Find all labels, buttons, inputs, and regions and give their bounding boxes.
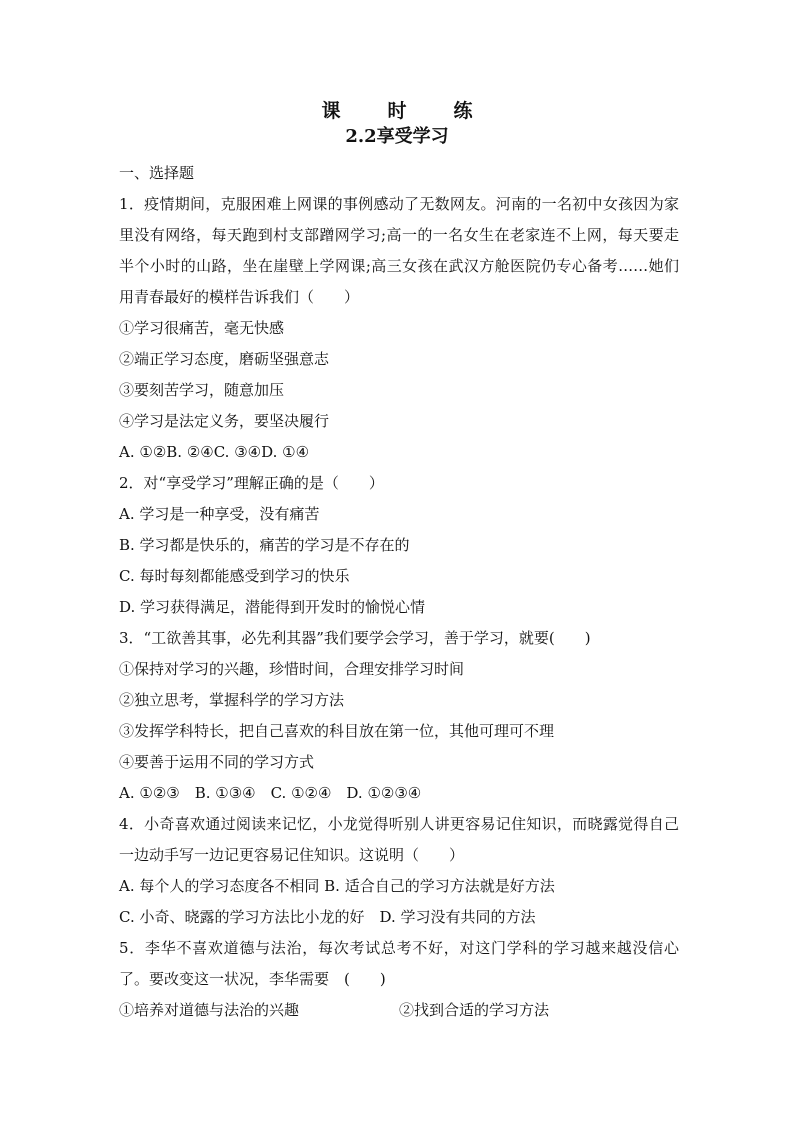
page-title: 课 时 练 [321,100,487,122]
question-2-option: D. 学习获得满足，潜能得到开发时的愉悦心情 [119,598,426,616]
question-2-stem: 2．对“享受学习”理解正确的是（ ） [119,474,384,492]
question-1-item: ④学习是法定义务，要坚决履行 [119,412,330,430]
question-3-stem: 3．“工欲善其事，必先利其器”我们要学会学习，善于学习，就要( ) [119,629,591,647]
question-2-option: A. 学习是一种享受，没有痛苦 [119,505,320,523]
question-5-item: ②找到合适的学习方法 [399,1001,550,1019]
question-3-item: ①保持对学习的兴趣，珍惜时间，合理安排学习时间 [119,660,465,678]
question-1-item: ②端正学习态度，磨砺坚强意志 [119,350,330,368]
question-4-option: A. 每个人的学习态度各不相同 B. 适合自己的学习方法就是好方法 [119,877,555,895]
question-1-stem: 1．疫情期间，克服困难上网课的事例感动了无数网友。河南的一名初中女孩因为家里没有网络，每天跑到村支部蹭网学习;高一的一名女生在老家连不上网，每天要走半个小时的山路，坐在崖壁上学网课;高三女孩在武汉方舱医院仍专心备考……她们用青春最好的模样告诉我们（ ） [119,195,679,306]
section-heading: 一、选择题 [119,164,195,182]
question-3-options: A. ①②③ B. ①③④ C. ①②④ D. ①②③④ [119,784,422,802]
question-3-item: ②独立思考，掌握科学的学习方法 [119,691,345,709]
question-5-items [119,995,679,1026]
question-1-item: ①学习很痛苦，毫无快感 [119,319,285,337]
question-1-options: A. ①②B. ②④C. ③④D. ①④ [119,443,310,461]
question-5-item: ①培养对道德与法治的兴趣 [119,1001,300,1019]
question-4-stem: 4．小奇喜欢通过阅读来记忆，小龙觉得听别人讲更容易记住知识，而晓露觉得自己一边动手写一边记更容易记住知识。这说明（ ） [119,815,679,864]
question-content [119,158,679,1026]
question-3-item: ③发挥学科特长，把自己喜欢的科目放在第一位，其他可理可不理 [119,722,555,740]
question-4-option: C. 小奇、晓露的学习方法比小龙的好 D. 学习没有共同的方法 [119,908,536,926]
lesson-subtitle: 2.2享受学习 [345,126,449,147]
question-2-option: C. 每时每刻都能感受到学习的快乐 [119,567,350,585]
question-1-item: ③要刻苦学习，随意加压 [119,381,285,399]
question-5-stem: 5．李华不喜欢道德与法治，每次考试总考不好，对这门学科的学习越来越没信心了。要改变这一状况，李华需要 ( ) [119,939,679,988]
question-3-item: ④要善于运用不同的学习方式 [119,753,315,771]
question-2-option: B. 学习都是快乐的，痛苦的学习是不存在的 [119,536,410,554]
